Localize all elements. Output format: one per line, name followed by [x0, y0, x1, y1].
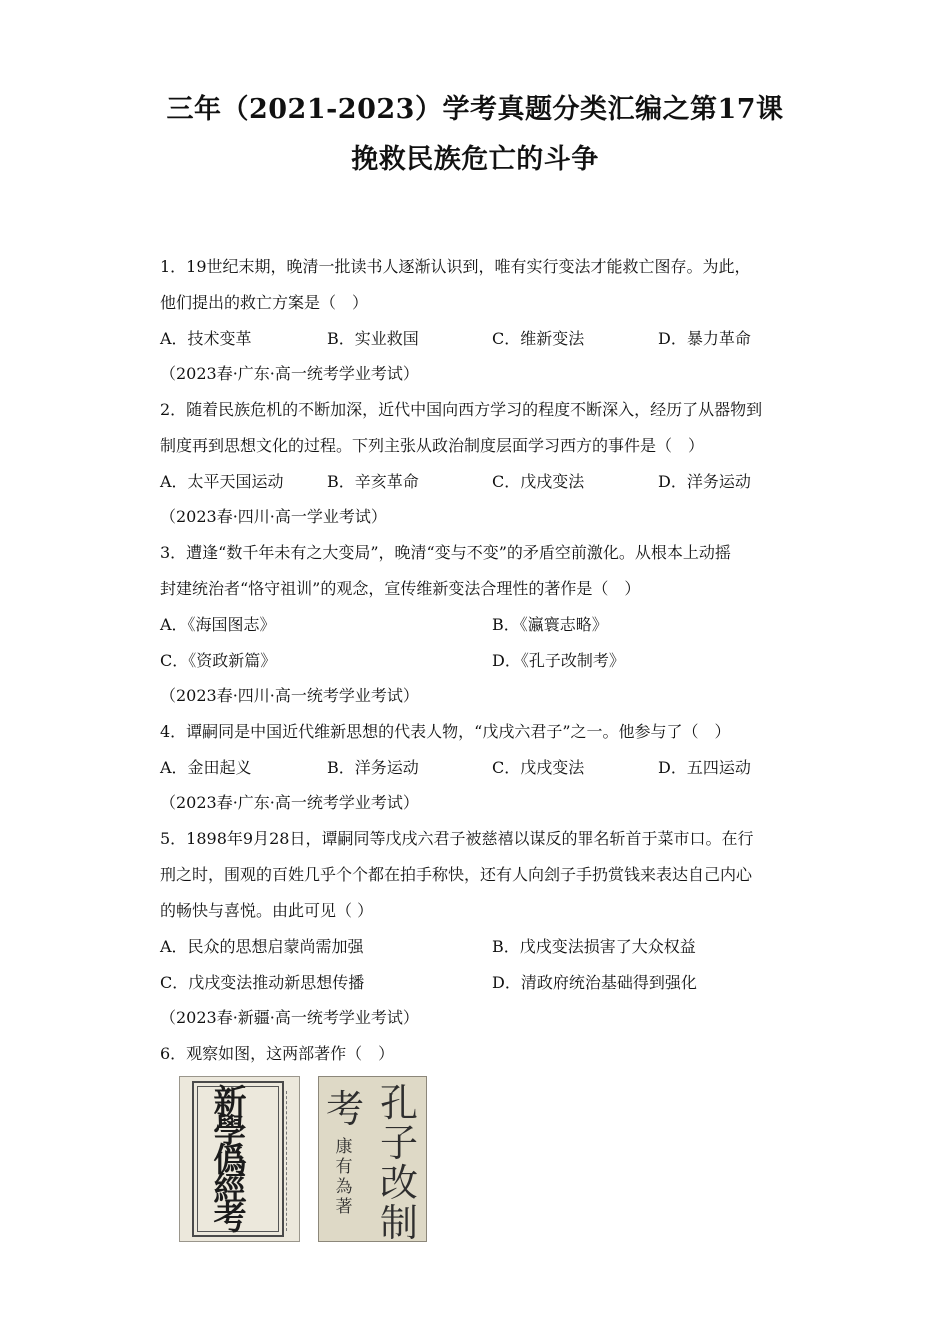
- question-4-source: （2023春·广东·高一统考学业考试）: [160, 793, 419, 812]
- question-2-source: （2023春·四川·高一学业考试）: [160, 507, 387, 526]
- question-1-line-2: 他们提出的救亡方案是（ ）: [160, 293, 369, 312]
- question-5-option-b: B．戊戌变法损害了大众权益: [492, 937, 696, 956]
- question-6-line-1: 6．观察如图，这两部著作（ ）: [160, 1044, 395, 1063]
- page-title: 三年（2021-2023）学考真题分类汇编之第17课: [166, 94, 784, 125]
- cover-col-left: 考: [325, 1087, 364, 1131]
- cover-title-char: 僞: [213, 1140, 247, 1179]
- cover-title-char: 新: [213, 1082, 247, 1121]
- question-1-option-c: C．维新变法: [492, 329, 585, 348]
- cover-author-char: 為: [335, 1177, 353, 1197]
- cover-title-char: 制: [379, 1201, 418, 1245]
- question-1-option-d: D．暴力革命: [658, 329, 751, 348]
- question-3-option-c: C．《资政新篇》: [160, 651, 277, 670]
- question-3-line-2: 封建统治者“恪守祖训”的观念，宣传维新变法合理性的著作是（ ）: [160, 579, 641, 598]
- question-5-source: （2023春·新疆·高一统考学业考试）: [160, 1008, 419, 1027]
- question-2-option-c: C．戊戌变法: [492, 472, 585, 491]
- question-3-option-a: A．《海国图志》: [160, 615, 276, 634]
- question-5-line-3: 的畅快与喜悦。由此可见（ ）: [160, 901, 374, 920]
- book-cover-xinxue-weijing-kao: [179, 1076, 300, 1242]
- question-4-option-c: C．戊戌变法: [492, 758, 585, 777]
- question-5-option-d: D．清政府统治基础得到强化: [492, 973, 697, 992]
- cover-author-vertical: [333, 1137, 355, 1217]
- question-5-option-c: C．戊戌变法推动新思想传播: [160, 973, 365, 992]
- page-subtitle: 挽救民族危亡的斗争: [351, 144, 599, 175]
- question-2-option-b: B．辛亥革命: [327, 472, 419, 491]
- question-5-option-a: A．民众的思想启蒙尚需加强: [160, 937, 364, 956]
- cover-title-vertical: [375, 1083, 423, 1243]
- cover-title-vertical: [204, 1082, 256, 1237]
- cover-title-char: 孔: [379, 1081, 418, 1125]
- question-3-option-b: B．《瀛寰志略》: [492, 615, 608, 634]
- question-2-line-1: 2．随着民族危机的不断加深，近代中国向西方学习的程度不断深入，经历了从器物到: [160, 400, 763, 419]
- question-3-line-1: 3．遭逢“数千年未有之大变局”，晚清“变与不变”的矛盾空前激化。从根本上动摇: [160, 543, 731, 562]
- cover-author-char: 有: [335, 1157, 353, 1177]
- question-4-option-d: D．五四运动: [658, 758, 751, 777]
- book-cover-kongzi-gaizhi-kao: [318, 1076, 427, 1245]
- question-4-option-a: A．金田起义: [160, 758, 252, 777]
- question-2-option-d: D．洋务运动: [658, 472, 751, 491]
- cover-title-char: 考: [213, 1198, 247, 1237]
- question-3-option-d: D．《孔子改制考》: [492, 651, 625, 670]
- cover-binding-edge: [286, 1091, 295, 1231]
- cover-title-char: 子: [379, 1121, 418, 1165]
- question-3-source: （2023春·四川·高一统考学业考试）: [160, 686, 419, 705]
- question-5-line-1: 5．1898年9月28日，谭嗣同等戊戌六君子被慈禧以谋反的罪名斩首于菜市口。在行: [160, 829, 754, 848]
- cover-title-char: 經: [213, 1169, 247, 1208]
- cover-author-char: 康: [335, 1137, 353, 1157]
- cover-title-char: 學: [213, 1111, 247, 1150]
- question-4-line-1: 4．谭嗣同是中国近代维新思想的代表人物，“戊戌六君子”之一。他参与了（ ）: [160, 722, 731, 741]
- question-2-line-2: 制度再到思想文化的过程。下列主张从政治制度层面学习西方的事件是（ ）: [160, 436, 705, 455]
- question-1-source: （2023春·广东·高一统考学业考试）: [160, 364, 419, 383]
- question-4-option-b: B．洋务运动: [327, 758, 419, 777]
- question-1-option-a: A．技术变革: [160, 329, 252, 348]
- cover-title-char: 改: [379, 1161, 418, 1205]
- question-1-line-1: 1．19世纪末期，晚清一批读书人逐渐认识到，唯有实行变法才能救亡图存。为此，: [160, 257, 751, 276]
- question-2-option-a: A．太平天国运动: [160, 472, 284, 491]
- cover-author-char: 著: [335, 1197, 353, 1217]
- question-5-line-2: 刑之时，围观的百姓几乎个个都在拍手称快，还有人向刽子手扔赏钱来表达自己内心: [160, 865, 753, 884]
- question-1-option-b: B．实业救国: [327, 329, 419, 348]
